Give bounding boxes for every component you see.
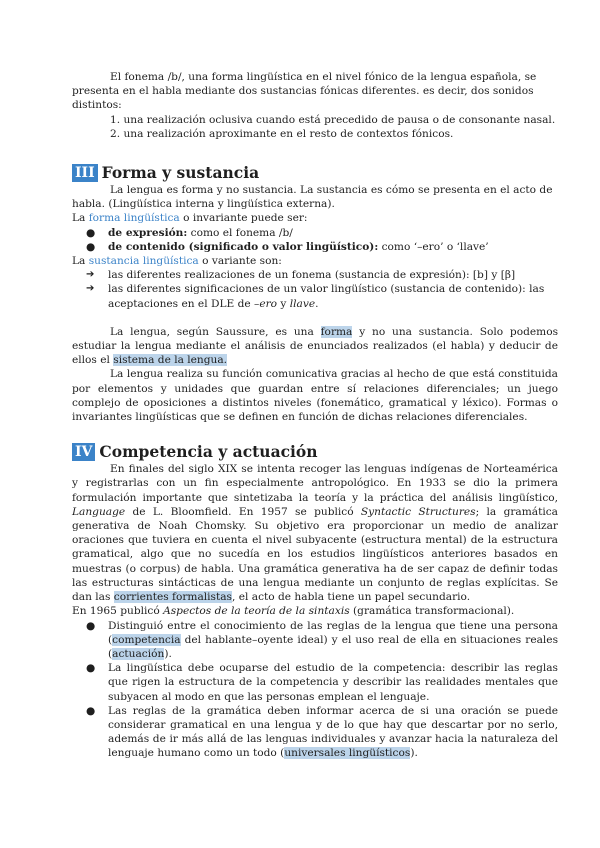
intro-paragraph: El fonema /b/, una forma lingüística en el nivel fónico de la lengua española, se presenta en el habla mediante dos sustancias fónicas diferentes. es decir, dos sonidos distintos:	[72, 71, 537, 112]
bullet-icon: ●	[86, 662, 96, 675]
document-page	[72, 70, 558, 761]
paragraph: La lengua realiza su función comunicativa gracias al hecho de que está constituida por elementos y unidades que guardan entre sí relaciones diferenciales; un juego complejo de oposiciones a distintos niveles (fonemático, gramatical y léxico). Formas o invariantes lingüísticas que se definen en función de dichas relaciones diferenciales.	[72, 368, 558, 424]
forma-list	[72, 226, 558, 254]
highlight-forma: forma	[320, 325, 353, 338]
arrow-icon: ➔	[86, 269, 95, 281]
intro-list	[72, 113, 558, 141]
list-item: ● de expresión: como el fonema /b/	[86, 226, 293, 239]
list-item: ● de contenido (significado o valor lingüístico): como ‘–ero’ o ‘llave’	[86, 240, 489, 253]
highlight-universales: universales lingüísticos	[284, 747, 411, 760]
forma-linguistica-term: forma lingüística	[88, 212, 180, 225]
bullet-icon: ●	[86, 619, 96, 632]
list-item: 1. una realización oclusiva cuando está precedido de pausa o de consonante nasal.	[110, 113, 556, 126]
list-item: ● La lingüística debe ocuparse del estudio de la competencia: describir las reglas que rigen la estructura de la competencia y describir las realidades mentales que subyacen al modo en que las personas emplean el lenguaje.	[86, 662, 558, 703]
paragraph: La lengua es forma y no sustancia. La sustancia es cómo se presenta en el acto de habla. (Lingüística interna y lingüística externa).	[72, 184, 553, 211]
list-item: ● Distinguió entre el conocimiento de las reglas de la lengua que tiene una persona (competencia del hablante–oyente ideal) y el uso real de ella en situaciones reales (actuación).	[86, 619, 558, 660]
highlight-actuacion: actuación	[112, 647, 165, 660]
highlight-sistema: sistema de la lengua.	[113, 354, 228, 367]
paragraph-saussure: La lengua, según Saussure, es una forma y no una sustancia. Solo podemos estudiar la lengua mediante el análisis de enunciados realizados (el habla) y deducir de ellos el sistema de la lengua.	[72, 325, 559, 367]
highlight-competencia: competencia	[112, 633, 181, 646]
list-item: 2. una realización aproximante en el resto de contextos fónicos.	[110, 127, 454, 140]
sustancia-list	[72, 268, 558, 311]
competencia-list	[72, 619, 558, 761]
bullet-icon: ●	[86, 704, 96, 717]
paragraph-chomsky: En finales del siglo XIX se intenta recoger las lenguas indígenas de Norteamérica y registrarlas con un fin especialmente antropológico. En 1933 se dio la primera formulación importante que sintetizaba la teoría y la práctica del análisis lingüístico, Language de L. Bloomfield. En 1957 se publicó Syntactic Structures; la gramática generativa de Noah Chomsky. Su objetivo era proporcionar un medio de analizar oraciones que tuviera en cuenta el nivel subyacente (estructura mental) de la estructura gramatical, algo que no sucedía en los estudios lingüísticos anteriores basados en muestras (o corpus) de habla. Una gramática generativa ha de ser capaz de definir todas las estructuras sintácticas de una lengua mediante un conjunto de reglas explícitas. Se dan las corrientes formalistas, el acto de habla tiene un papel secundario.	[72, 463, 558, 604]
bullet-icon: ●	[86, 240, 96, 253]
forma-intro: La forma lingüística o invariante puede ser:	[72, 212, 308, 225]
section-heading-competencia-actuacion	[72, 442, 558, 462]
section-number-badge: IV	[72, 443, 95, 461]
sustancia-linguistica-term: sustancia lingüística	[88, 255, 199, 268]
paragraph: En 1965 publicó Aspectos de la teoría de la sintaxis (gramática transformacional).	[72, 605, 515, 618]
list-item: ➔ las diferentes realizaciones de un fonema (sustancia de expresión): [b] y [β]	[86, 269, 516, 282]
section-title: Competencia y actuación	[99, 442, 318, 462]
highlight-corrientes: corrientes formalistas	[113, 591, 232, 604]
section-heading-forma-sustancia	[72, 163, 558, 183]
list-item: ● Las reglas de la gramática deben informar acerca de si una oración se puede considerar gramatical en una lengua y de lo que hay que descartar por no serlo, además de ir más allá de las lenguas individuales y avanzar hacia la naturaleza del lenguaje humano como un todo (universales lingüísticos).	[86, 704, 558, 760]
bullet-icon: ●	[86, 226, 96, 239]
section-title: Forma y sustancia	[101, 163, 260, 183]
list-item: ➔ las diferentes significaciones de un valor lingüístico (sustancia de contenido): las aceptaciones en el DLE de –ero y llave.	[86, 283, 545, 310]
sustancia-intro: La sustancia lingüística o variante son:	[72, 255, 282, 268]
arrow-icon: ➔	[86, 283, 95, 295]
section-number-badge: III	[72, 164, 98, 182]
